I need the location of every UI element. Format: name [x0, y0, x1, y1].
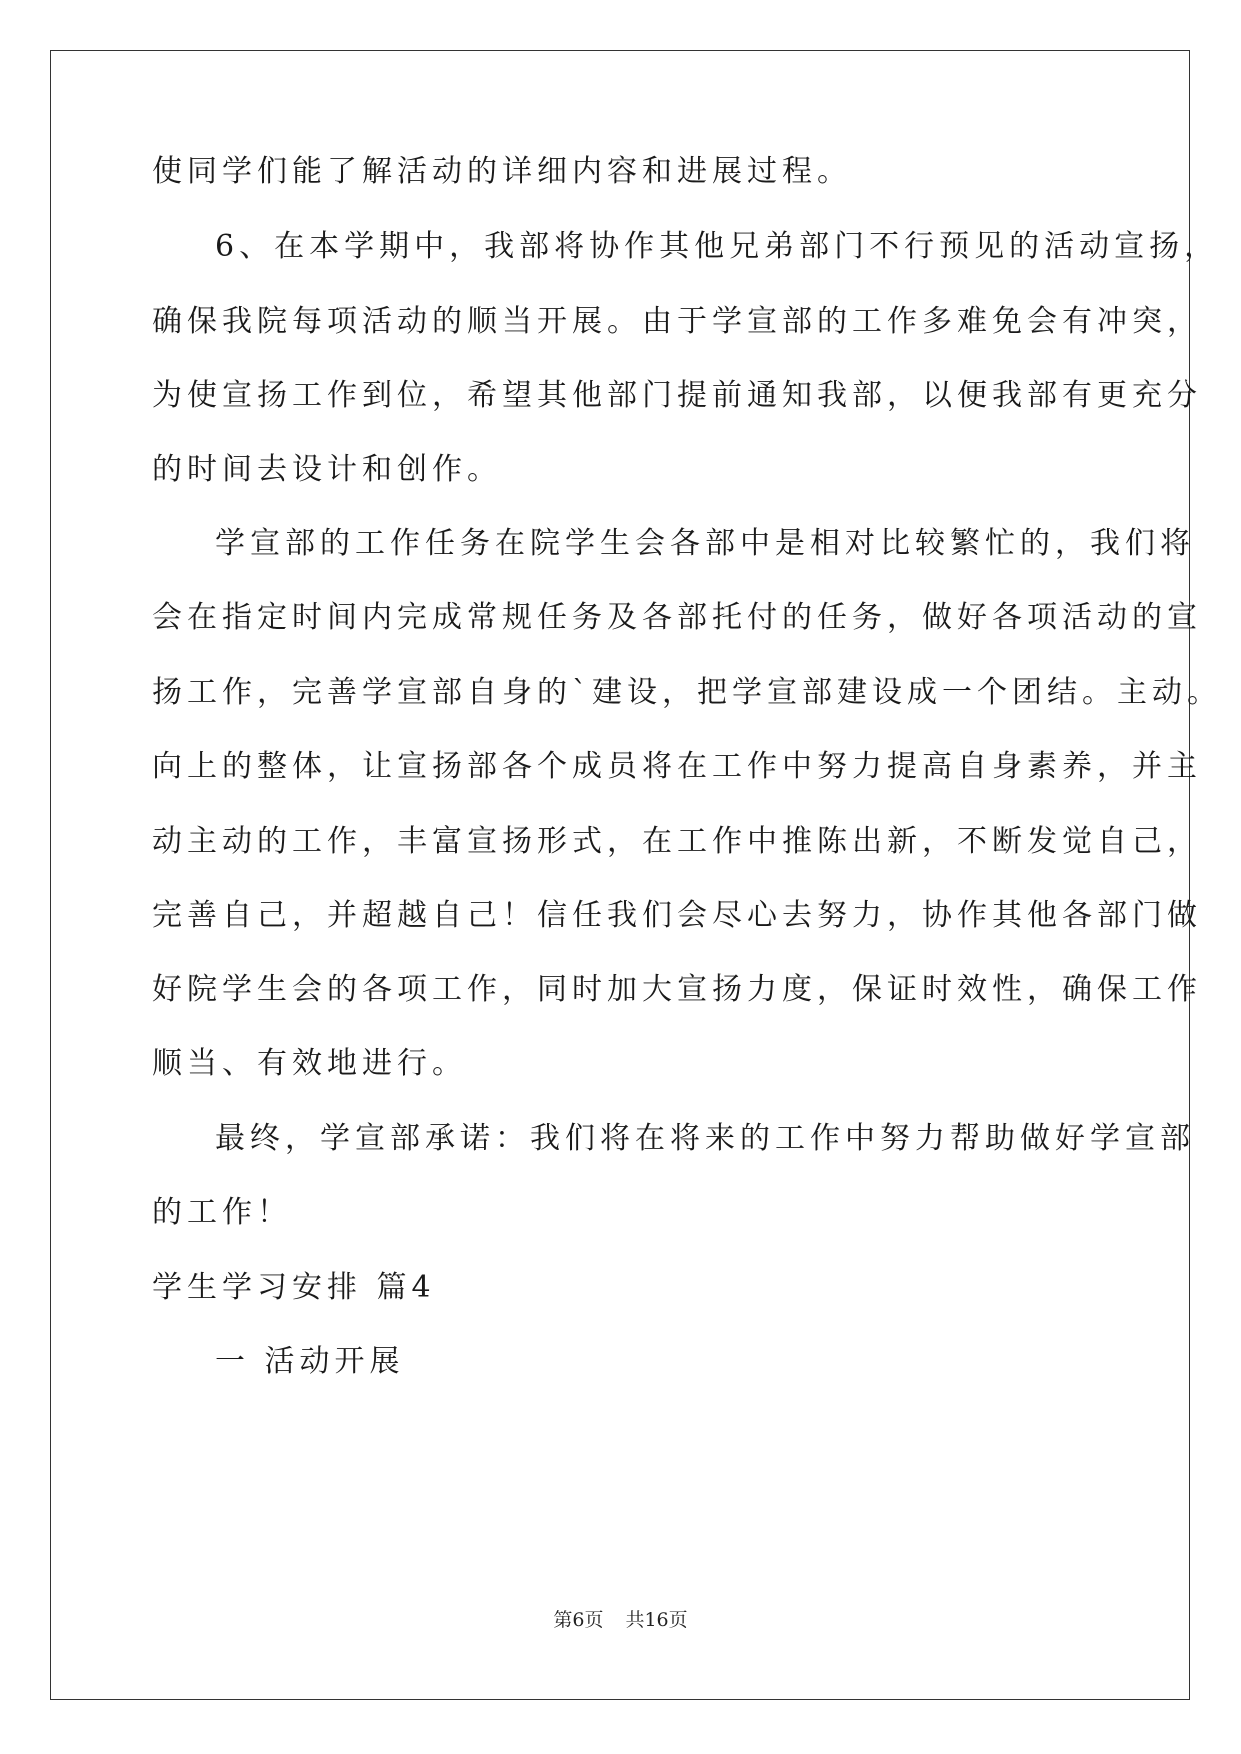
- text-line: 向上的整体，让宣扬部各个成员将在工作中努力提高自身素养，并主: [152, 749, 1202, 784]
- text-line: 完善自己，并超越自己！信任我们会尽心去努力，协作其他各部门做: [152, 898, 1202, 933]
- text-line: 扬工作，完善学宣部自身的`建设，把学宣部建设成一个团结。主动。: [152, 675, 1222, 710]
- text-line: 动主动的工作，丰富宣扬形式，在工作中推陈出新，不断发觉自己，: [152, 824, 1202, 859]
- page-number: 第6页: [553, 1609, 604, 1631]
- page-footer: [0, 1608, 1241, 1632]
- section-heading: 学生学习安排 篇4: [152, 1270, 436, 1305]
- text-line: 确保我院每项活动的顺当开展。由于学宣部的工作多难免会有冲突，: [152, 304, 1202, 339]
- text-line: 顺当、有效地进行。: [152, 1046, 467, 1081]
- subsection-heading: 一 活动开展: [215, 1344, 405, 1379]
- text-line: 好院学生会的各项工作，同时加大宣扬力度，保证时效性，确保工作: [152, 972, 1202, 1007]
- text-line: 学宣部的工作任务在院学生会各部中是相对比较繁忙的，我们将: [215, 526, 1195, 561]
- page-total: 共16页: [625, 1609, 688, 1631]
- text-line: 的时间去设计和创作。: [152, 452, 502, 487]
- page-border: [50, 50, 1190, 1700]
- text-line: 会在指定时间内完成常规任务及各部托付的任务，做好各项活动的宣: [152, 600, 1202, 635]
- text-line: 为使宣扬工作到位，希望其他部门提前通知我部，以便我部有更充分: [152, 378, 1202, 413]
- text-line: 的工作！: [152, 1195, 292, 1230]
- text-line: 使同学们能了解活动的详细内容和进展过程。: [152, 154, 852, 189]
- text-line: 最终，学宣部承诺：我们将在将来的工作中努力帮助做好学宣部: [215, 1121, 1195, 1156]
- text-line: 6、在本学期中，我部将协作其他兄弟部门不行预见的活动宣扬，: [215, 229, 1220, 264]
